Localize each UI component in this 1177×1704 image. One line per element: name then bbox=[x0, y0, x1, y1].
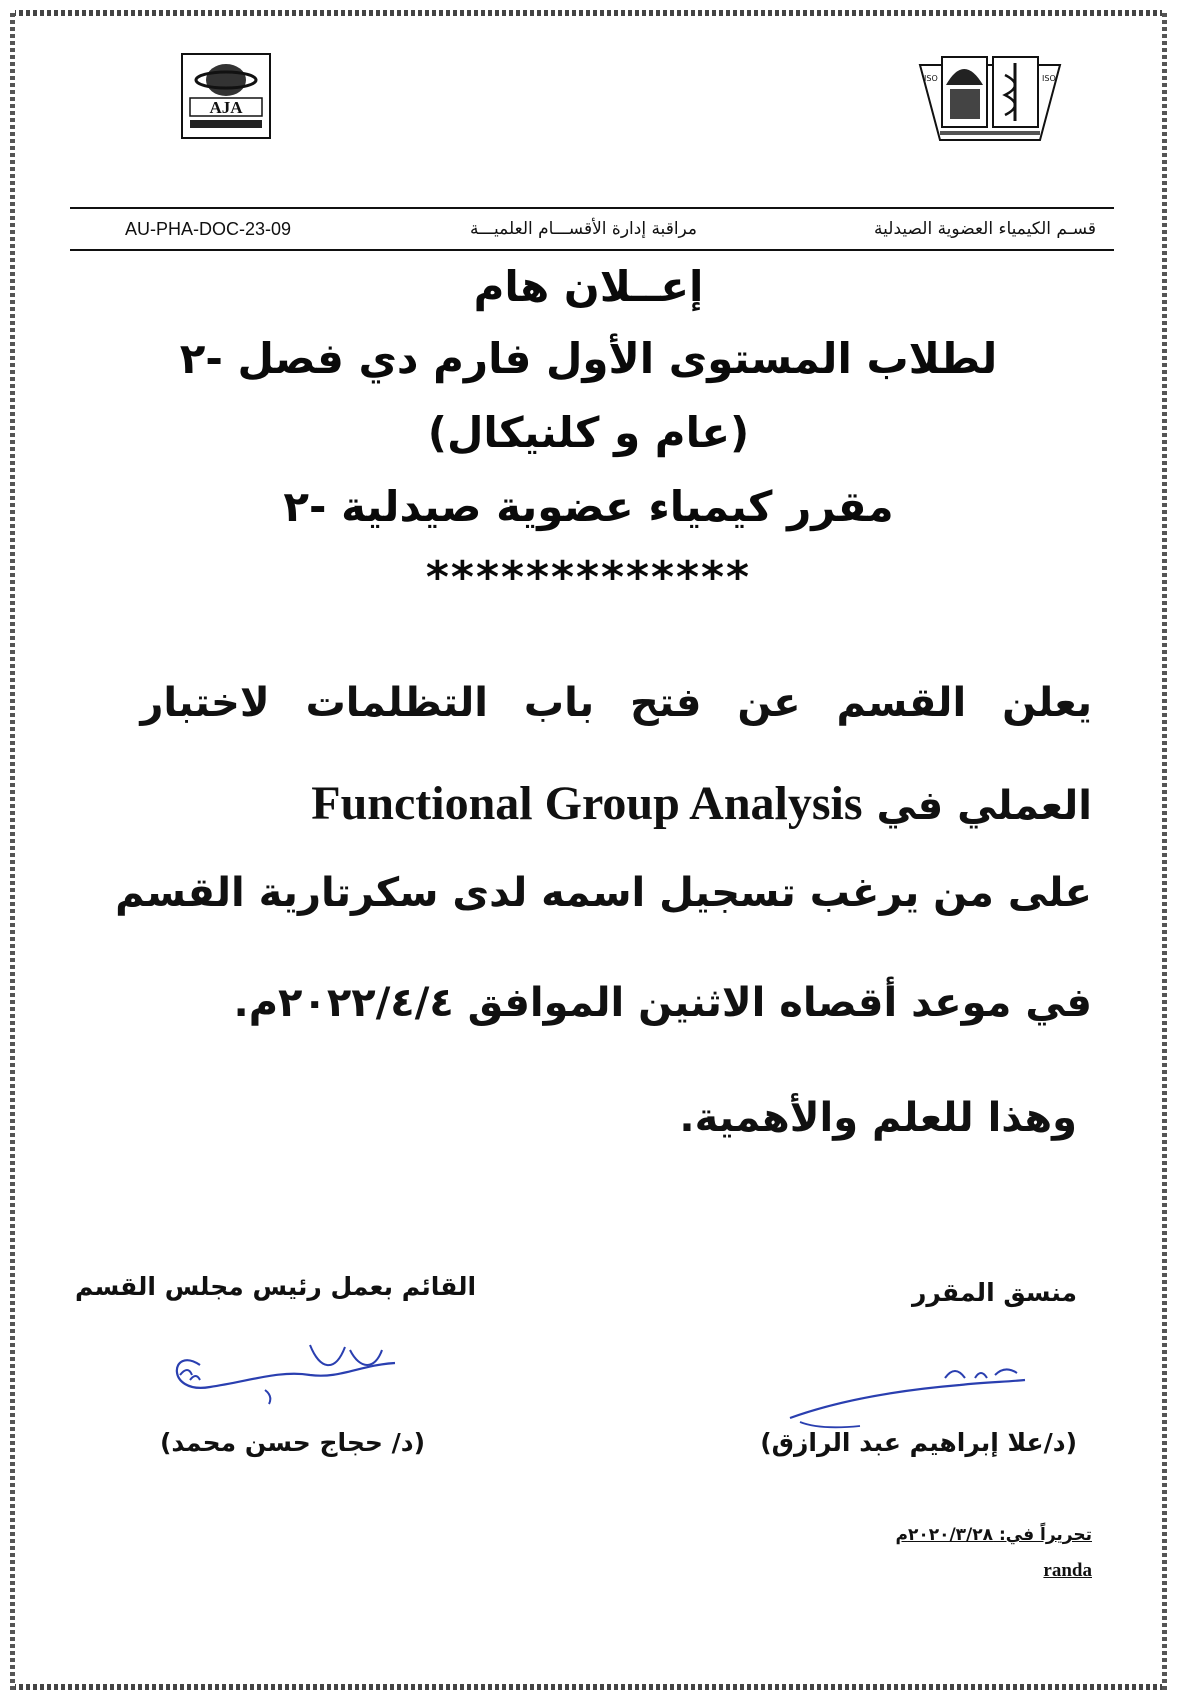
office-name: مراقبة إدارة الأقســـام العلميـــة bbox=[470, 219, 698, 239]
aja-logo bbox=[180, 52, 272, 140]
acting-head-name: (د/ حجاج حسن محمد) bbox=[160, 1428, 426, 1457]
document-header-band bbox=[70, 207, 1114, 251]
body-line-2-latin: Functional Group Analysis bbox=[311, 777, 863, 830]
page-border-bottom bbox=[12, 1684, 1165, 1690]
svg-text:ISO: ISO bbox=[1042, 74, 1056, 83]
announcement-heading: إعــلان هام bbox=[473, 262, 704, 311]
aja-logo-text: AJA bbox=[209, 98, 243, 117]
acting-head-title: القائم بعمل رئيس مجلس القسم bbox=[75, 1272, 477, 1301]
body-line-3: على من يرغب تسجيل اسمه لدى سكرتارية القسم bbox=[115, 870, 1092, 916]
body-line-2 bbox=[311, 776, 1092, 831]
acting-head-signature bbox=[160, 1325, 410, 1405]
course-coordinator-signature bbox=[780, 1360, 1040, 1435]
stars-divider: ************* bbox=[425, 552, 752, 603]
university-logo bbox=[910, 45, 1070, 155]
written-date: تحريراً في: ٢٠٢٠/٣/٢٨م bbox=[895, 1525, 1092, 1545]
announcement-course: مقرر كيمياء عضوية صيدلية -٢ bbox=[283, 482, 894, 531]
document-code: AU-PHA-DOC-23-09 bbox=[125, 219, 292, 239]
course-coordinator-name: (د/علا إبراهيم عبد الرازق) bbox=[760, 1428, 1077, 1457]
body-line-1: يعلن القسم عن فتح باب التظلمات لاختبار bbox=[140, 680, 1092, 726]
announcement-audience: لطلاب المستوى الأول فارم دي فصل -٢ bbox=[179, 334, 998, 383]
announcement-tracks: (عام و كلنيكال) bbox=[427, 408, 750, 457]
course-coordinator-title: منسق المقرر bbox=[911, 1278, 1077, 1307]
body-line-5: وهذا للعلم والأهمية. bbox=[679, 1095, 1077, 1141]
body-line-4: في موعد أقصاه الاثنين الموافق ٢٠٢٢/٤/٤م. bbox=[233, 980, 1092, 1026]
page-border-top bbox=[12, 10, 1165, 16]
body-line-2-arabic: العملي في bbox=[876, 783, 1092, 829]
typist-name: randa bbox=[1043, 1560, 1092, 1581]
svg-text:ISO: ISO bbox=[924, 74, 938, 83]
department-name: قسـم الكيمياء العضوية الصيدلية bbox=[874, 219, 1096, 239]
